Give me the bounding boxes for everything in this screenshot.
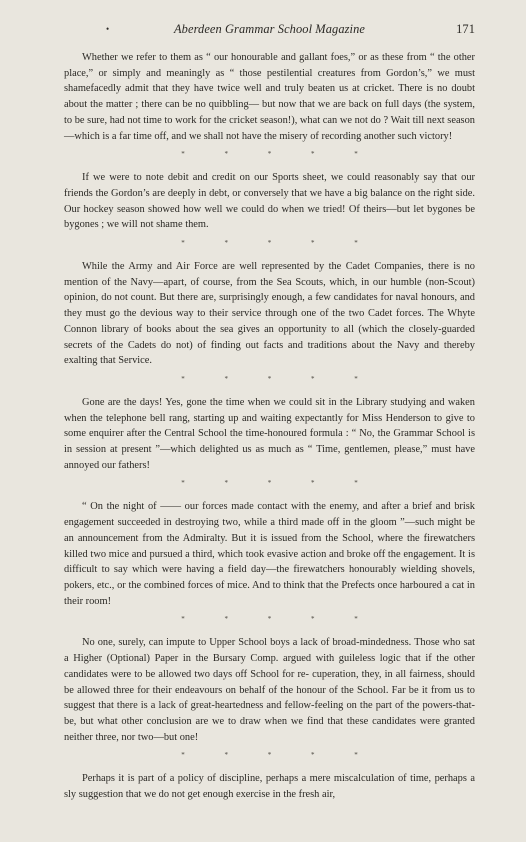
page-number: 171 (456, 22, 475, 36)
paragraph-navy: While the Army and Air Force are well represented by the Cadet Companies, there is no mention of the Navy—apart, of course, from the Sea Scouts, which, in our humble (non-Scout) opinion, do not count. But there are, surprisingly enough, a few candidates for naval honours, and they must go the devious way to their service through one of the two Cadet forces. The Whyte Connon library of books about the sea gives an opportunity to all (which the closely-guarded secrets of the Cadets do not) of finding out facts and traditions about the Navy and thereby exalting that Service. (64, 261, 475, 367)
section-separator: * * * * * (181, 479, 377, 488)
section-separator: * * * * * (181, 751, 377, 760)
magazine-title: Aberdeen Grammar School Magazine (174, 22, 365, 36)
section-separator: * * * * * (181, 374, 377, 383)
paragraph-bursary: No one, surely, can impute to Upper School boys a lack of broad-mindedness. Those who sat a Higher (Optional) Paper in the Bursary Comp. argued with guileless logic that if the other candidates were to be allowed two days off School for re- cuperation, they, in all fairness, should be allowed three for their endeavours on behalf of the honour of the School. Far be it from us to suggest that there is a lack of great-heartedness and fellow-feeling on the part of the powers-that-be, but what other conclusion are we to draw when we find that these candidates were granted neither three, nor two—but one! (64, 637, 475, 743)
paragraph-cricket: Whether we refer to them as “ our honourable and gallant foes,” or as these from “ the other place,” or simply and meaningly as “ those pestilential creatures from Gordon’s,” we must shamefacedly admit that they have twice well and truly beaten us at cricket. There is no doubt about the matter ; there can be no quibbling— but now that we are back on full days (the system, to be sure, had not time to work for the cricket season!), what can we not do ? Wait till next season—which is a far time off, and we shall not have the misery of recording another such victory! (64, 52, 475, 142)
section-separator: * * * * * (181, 239, 377, 248)
paragraph-discipline: Perhaps it is part of a policy of discipline, perhaps a mere miscalculation of time, perhaps a sly suggestion that we do not get enough exercise in the fresh air, (64, 773, 475, 801)
article-body (64, 50, 475, 803)
paragraph-library: Gone are the days! Yes, gone the time when we could sit in the Library studying and waken when the telephone bell rang, starting up and waiting expectantly for Miss Henderson to give to some enquirer after the Central School the time-honoured formula : “ No, the Grammar School is in session at present ”—which delighted us as much as “ Time, gentlemen, please,” must have annoyed our fathers! (64, 396, 475, 471)
section-separator: * * * * * (181, 615, 377, 624)
paragraph-sports-sheet: If we were to note debit and credit on our Sports sheet, we could reasonably say that our friends the Gordon’s are deeply in debt, or conversely that we have a big balance on the right side. Our hockey season showed how well we could do when we tried! Of theirs—but let bygones be bygones ; we will not shame them. (64, 172, 475, 231)
running-header (64, 22, 475, 44)
paragraph-firewatchers: “ On the night of —— our forces made contact with the enemy, and after a brief and brisk engagement succeeded in destroying two, while a third made off in the gloom ”—such might be an announcement from the Admiralty. But it is issued from the School, where the firewatchers killed two mice and pursued a third, which took evasive action and broke off the engagement. It is difficult to say which were having a field day—the firewatchers honourably wielding shovels, pokers, etc., or the combined forces of mice. And to think that the Prefects once harboured a cat in their room! (64, 501, 475, 607)
section-separator: * * * * * (181, 150, 377, 159)
header-dot: • (106, 24, 110, 34)
